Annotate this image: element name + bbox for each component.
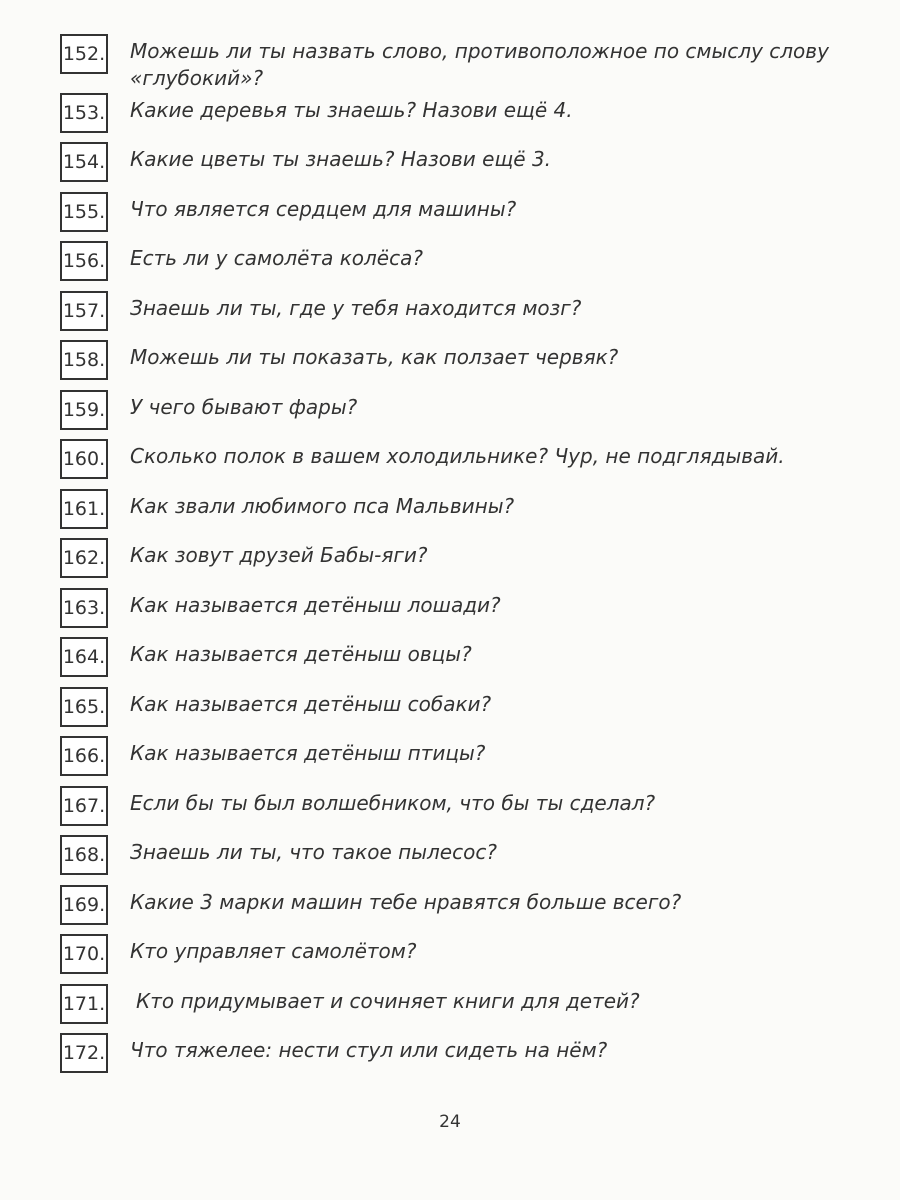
question-number-box: 163. [60,588,108,628]
question-text: Какие 3 марки машин тебе нравятся больше всего? [130,890,682,914]
question-text: Можешь ли ты назвать слово, противоположное по смыслу слову «глубокий»? [130,39,829,90]
question-number-box: 153. [60,93,108,133]
question-text: Какие цветы ты знаешь? Назови ещё 3. [130,147,552,171]
question-item [60,984,860,1024]
question-text: Знаешь ли ты, что такое пылесос? [130,840,497,864]
question-number-box: 159. [60,390,108,430]
question-number-box: 152. [60,34,108,74]
question-item [60,637,860,677]
question-item [60,340,860,380]
question-text: Как называется детёныш лошади? [130,593,501,617]
question-item [60,489,860,529]
question-item [60,192,860,232]
question-text: Как звали любимого пса Мальвины? [130,494,515,518]
question-text: Как называется детёныш овцы? [130,642,472,666]
question-item [60,1033,860,1073]
question-text: Кто управляет самолётом? [130,939,417,963]
question-number-box: 164. [60,637,108,677]
question-text: Есть ли у самолёта колёса? [130,246,423,270]
question-text: Если бы ты был волшебником, что бы ты сделал? [130,791,656,815]
question-item [60,687,860,727]
question-number-box: 169. [60,885,108,925]
page-number: 24 [439,1112,461,1132]
question-text: У чего бывают фары? [130,395,358,419]
question-text: Как называется детёныш собаки? [130,692,492,716]
question-item [60,34,860,92]
question-number-box: 156. [60,241,108,281]
question-item [60,786,860,826]
question-item [60,142,860,182]
question-text: Сколько полок в вашем холодильнике? Чур, не подглядывай. [130,444,785,468]
question-text: Знаешь ли ты, где у тебя находится мозг? [130,296,582,320]
question-number-box: 172. [60,1033,108,1073]
question-text: Как зовут друзей Бабы-яги? [130,543,428,567]
question-number-box: 167. [60,786,108,826]
question-number-box: 165. [60,687,108,727]
question-text: Какие деревья ты знаешь? Назови ещё 4. [130,98,573,122]
question-item [60,588,860,628]
question-item [60,538,860,578]
question-number-box: 171. [60,984,108,1024]
question-text: Кто придумывает и сочиняет книги для детей? [136,989,640,1013]
question-text: Можешь ли ты показать, как ползает червяк? [130,345,619,369]
question-number-box: 160. [60,439,108,479]
question-item [60,835,860,875]
question-number-box: 166. [60,736,108,776]
question-item [60,390,860,430]
question-number-box: 162. [60,538,108,578]
question-text: Что является сердцем для машины? [130,197,517,221]
question-item [60,241,860,281]
question-number-box: 161. [60,489,108,529]
question-item [60,736,860,776]
question-text: Как называется детёныш птицы? [130,741,486,765]
question-number-box: 158. [60,340,108,380]
question-item [60,439,860,479]
question-number-box: 155. [60,192,108,232]
question-item [60,93,860,133]
question-number-box: 157. [60,291,108,331]
question-text: Что тяжелее: нести стул или сидеть на нём? [130,1038,608,1062]
question-number-box: 154. [60,142,108,182]
question-item [60,291,860,331]
question-number-box: 170. [60,934,108,974]
question-item [60,934,860,974]
question-number-box: 168. [60,835,108,875]
question-item [60,885,860,925]
